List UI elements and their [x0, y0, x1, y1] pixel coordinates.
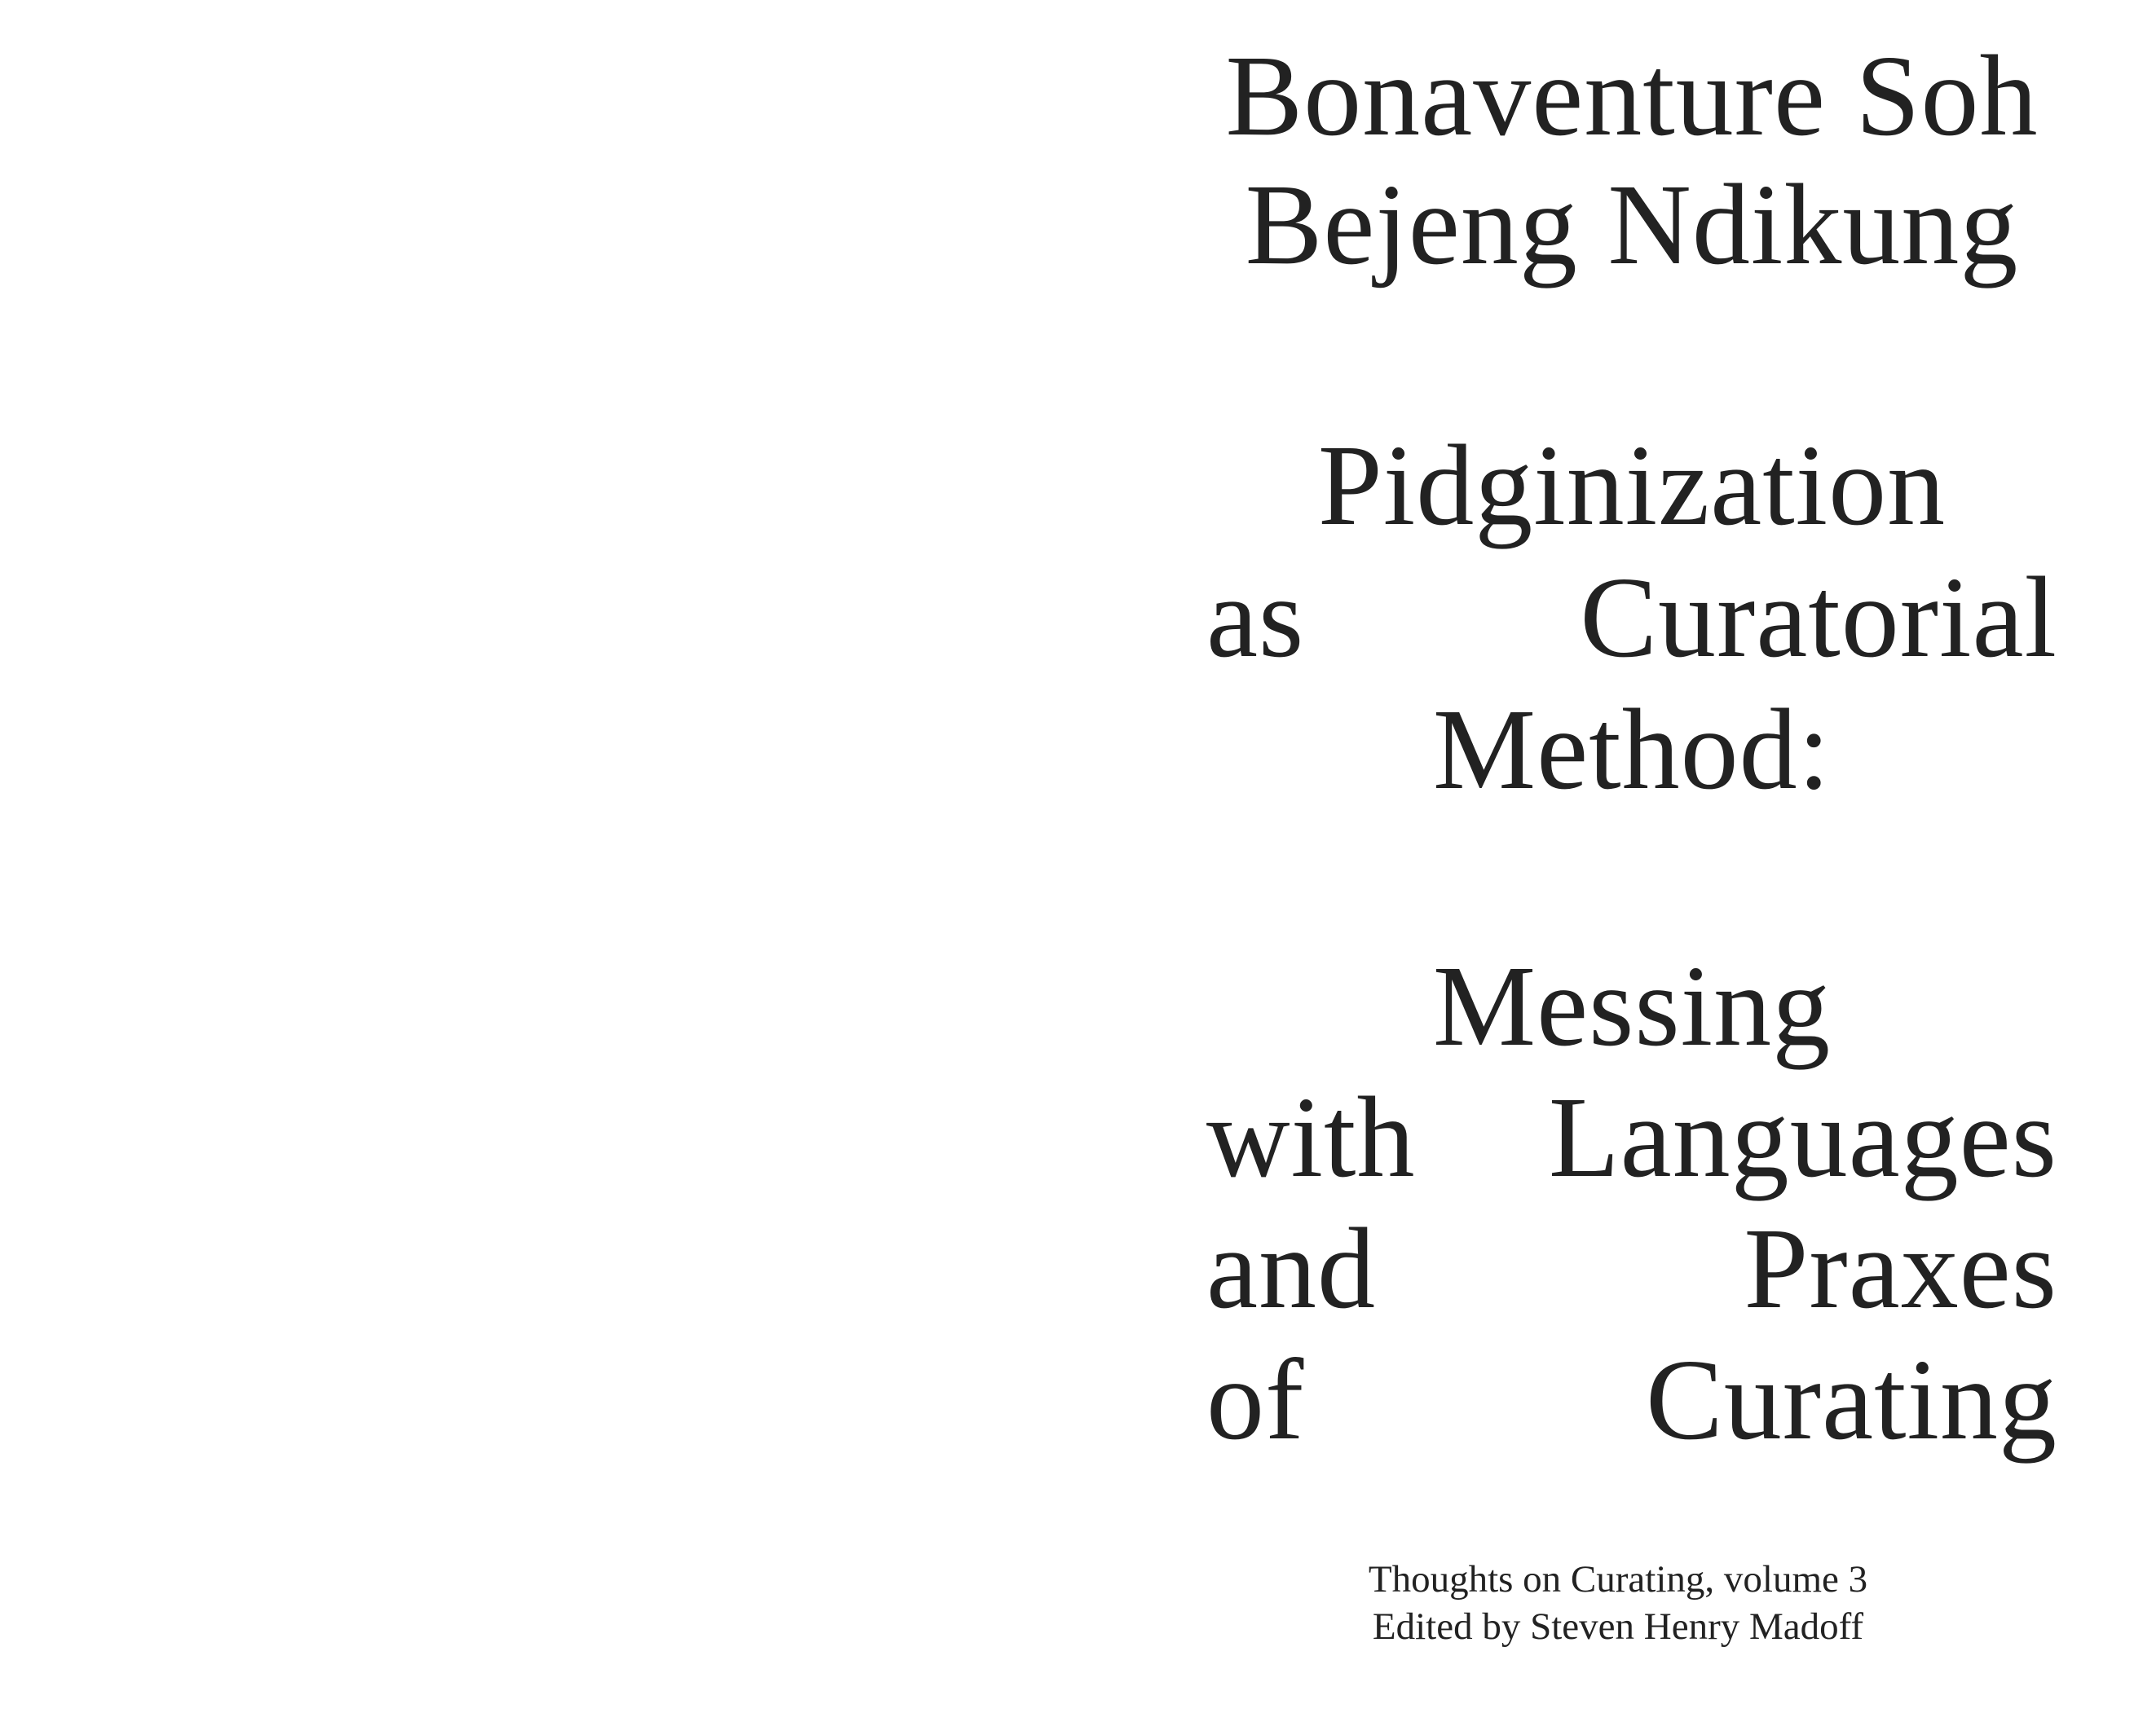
series-editor: Edited by Steven Henry Madoff	[1372, 1605, 1864, 1648]
title-line-3	[1206, 685, 2057, 813]
author-line-2	[1206, 160, 2057, 288]
subtitle-word: of	[1206, 1335, 1305, 1464]
author-line-1	[1206, 31, 2057, 160]
title-line-1	[1206, 421, 2057, 549]
title-word: Curatorial	[1580, 553, 2057, 681]
subtitle-word: with	[1206, 1072, 1416, 1201]
title-line-2	[1206, 553, 2057, 681]
author-first-line: Bonaventure Soh	[1225, 31, 2039, 160]
title-word: as	[1206, 553, 1305, 681]
subtitle-line-2	[1206, 1072, 2057, 1201]
title-word: Pidginization	[1317, 421, 1947, 549]
author-second-line: Bejeng Ndikung	[1245, 160, 2019, 288]
right-page-title	[1078, 0, 2156, 1713]
subtitle-word: and	[1206, 1204, 1377, 1332]
subtitle-line-3	[1206, 1204, 2057, 1332]
subtitle-line-1	[1206, 941, 2057, 1070]
subtitle-word: Languages	[1548, 1072, 2057, 1201]
subtitle-word: Messing	[1432, 941, 1832, 1070]
subtitle-line-4	[1206, 1335, 2057, 1464]
subtitle-word: Praxes	[1744, 1204, 2057, 1332]
title-word: Method:	[1432, 685, 1832, 813]
series-title: Thoughts on Curating, volume 3	[1368, 1558, 1868, 1601]
subtitle-word: Curating	[1646, 1335, 2057, 1464]
